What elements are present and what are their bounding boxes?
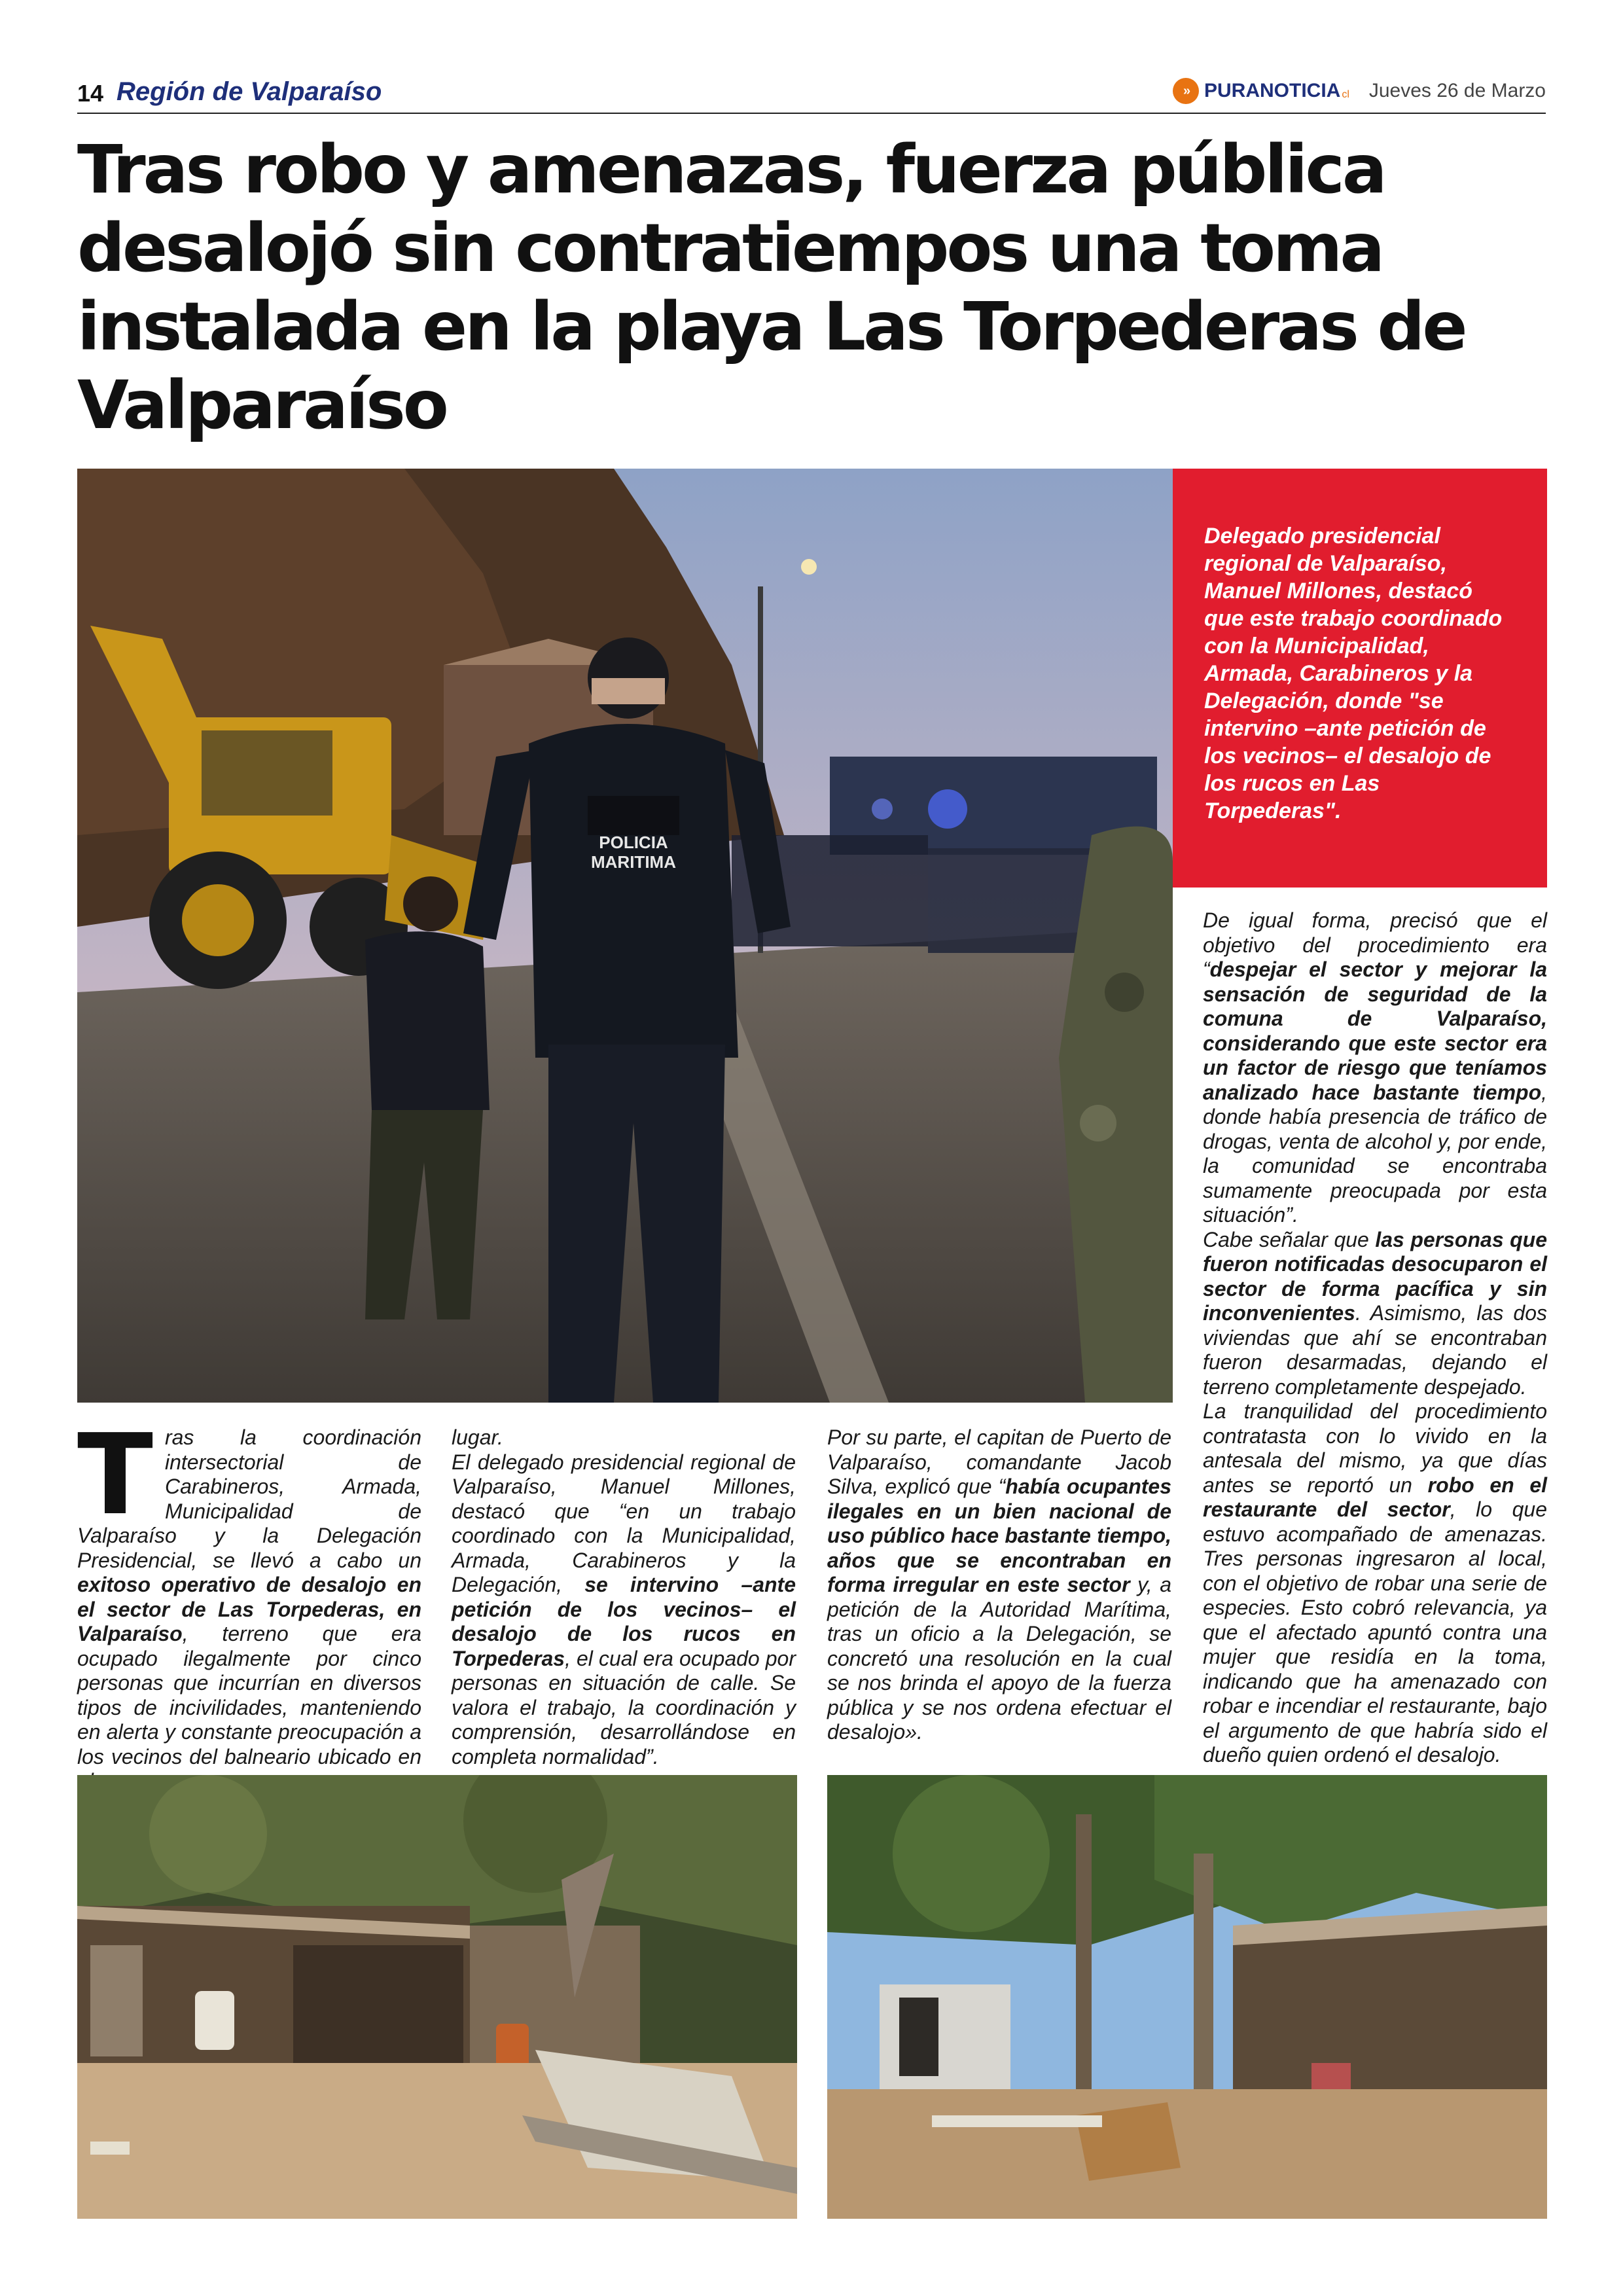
brand-arrows-icon: » xyxy=(1173,78,1199,104)
pull-quote-box xyxy=(1173,469,1547,888)
article-column-4 xyxy=(1203,908,1547,1768)
brand-suffix: cl xyxy=(1342,89,1349,100)
paragraph: Cabe señalar que las personas que fueron notificadas desocuparon el sector de forma pacífica y sin inconvenientes. Asimismo, las dos viviendas que ahí se encontraban fueron desarmadas, dejando el terreno completamente despejado. xyxy=(1203,1227,1547,1399)
article-column-3 xyxy=(827,1426,1171,1745)
page-number: 14 xyxy=(77,80,104,107)
photo-illustration xyxy=(827,1775,1547,2219)
main-photo xyxy=(77,469,1173,1403)
paragraph: Tras la coordinación intersectorial de Carabineros, Armada, Municipalidad de Valparaíso y la Delegación Presidencial, se llevó a cabo un exitoso operativo de desalojo en el sector de Las Torpederas, en Valparaíso, terreno que era ocupado ilegalmente por cinco personas que incurrían en diversos tipos de incivilidades, manteniendo en alerta y constante preocupación a los vecinos del balneario ubicado en xyxy=(77,1410,421,1768)
section-title: Región de Valparaíso xyxy=(116,77,382,106)
main-photo-illustration xyxy=(77,469,1173,1403)
issue-date: Jueves 26 de Marzo xyxy=(1368,80,1546,101)
vest-text-line1: POLICIA xyxy=(599,833,668,852)
article-column-2 xyxy=(452,1426,796,1769)
header-rule xyxy=(77,113,1546,114)
vest-text-line2: MARITIMA xyxy=(591,852,676,872)
paragraph: Por su parte, el capitan de Puerto de Valparaíso, comandante Jacob Silva, explicó que “había ocupantes ilegales en un bien nacional de uso público hace bastante tiempo, años que se encontraban en forma irregular en este sector y, a petición de la Autoridad Marítima, tras un oficio a la Delegación, se concretó una resolución en la cual se nos brinda el apoyo de la fuerza pública y se nos ordena efectuar el desalojo». xyxy=(827,1426,1172,1744)
paragraph: El delegado presidencial regional de Valparaíso, Manuel Millones, destacó que “en un trabajo coordinado con la Municipalidad, Armada, Carabineros y la Delegación, se intervino –ante petición de los vecinos– el desalojo de los rucos en Torpederas, el cual era ocupado por personas en situación de calle. Se valora el trabajo, la coordinación y comprensión, desarrollándose en completa normalidad”. xyxy=(452,1450,796,1768)
drop-cap: T xyxy=(77,1410,153,1540)
photo-illustration xyxy=(77,1775,797,2219)
paragraph: La tranquilidad del procedimiento contratasta con lo vivido en la antesala del mismo, ya que días antes se reportó un robo en el restaurante del sector, lo que estuvo acompañado de amenazas. Tres personas ingresaron al local, con el objetivo de robar una serie de especies. Esto cobró relevancia, ya que el afectado apuntó contra una mujer que residía en la toma, indicando que ha amenazado con robar e incendiar el restaurante, bajo el argumento de que habría sido el dueño quien ordenó el desalojo. xyxy=(1203,1399,1548,1767)
paragraph: De igual forma, precisó que el objetivo del procedimiento era “despejar el sector y mejorar la sensación de seguridad de la comuna de Valparaíso, considerando que este sector era un factor de riesgo que teníamos analizado hace bastante tiempo, donde había presencia de tráfico de drogas, venta de alcohol y, por ende, la comunidad se encontraba sumamente preocupada por esta situación”. xyxy=(1203,908,1547,1227)
photo-demolished-site xyxy=(827,1775,1547,2219)
pull-quote-text: Delegado presidencial regional de Valparaíso, Manuel Millones, destacó que este trabajo coordinado con la Municipalidad, Armada, Carabineros y la Delegación, donde "se intervino –ante petición de los vecinos– el desalojo de los rucos en Las Torpederas". xyxy=(1204,524,1503,823)
photo-dismantled-shacks xyxy=(77,1775,797,2219)
paragraph: lugar. xyxy=(452,1426,503,1449)
brand-name: PURANOTICIA xyxy=(1204,80,1341,101)
brand-logo xyxy=(1173,77,1349,105)
headline: Tras robo y amenazas, fuerza pública desalojó sin contratiempos una toma instalada en la playa Las Torpederas de Valparaíso xyxy=(77,131,1465,444)
article-column-1 xyxy=(77,1410,421,1794)
